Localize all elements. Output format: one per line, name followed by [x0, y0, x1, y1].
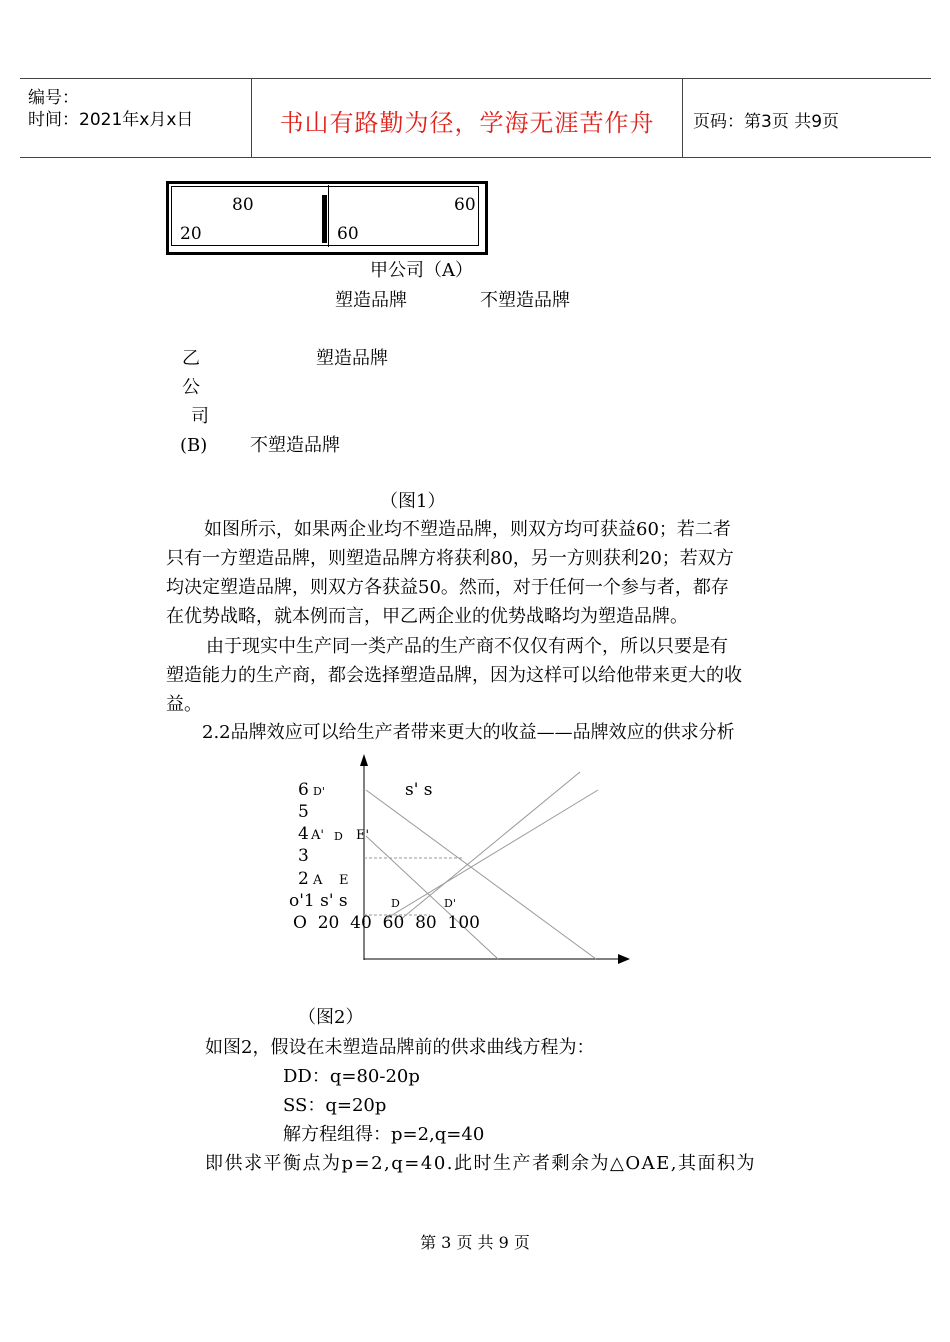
matrix-cell-left-top: 80 — [232, 195, 254, 215]
header-motto-cell — [252, 79, 683, 157]
y-axis-arrow — [360, 754, 368, 766]
fig2-row-2-a: A — [313, 873, 323, 888]
column-no-brand: 不塑造品牌 — [480, 290, 570, 311]
fig2-row-6-num: 6 — [298, 780, 309, 800]
company-b-code: (B) — [180, 435, 208, 456]
paragraph-3: 如图2，假设在未塑造品牌前的供求曲线方程为： — [205, 1037, 595, 1058]
page-header — [20, 78, 931, 158]
company-b-char-1: 乙 — [182, 348, 200, 369]
paragraph-2-line-2: 塑造能力的生产商，都会选择塑造品牌，因为这样可以给他带来更大的收 — [166, 665, 742, 686]
fig2-row-2-e: E — [339, 873, 349, 888]
matrix-cell-left-bottom: 20 — [180, 224, 202, 244]
fig2-d-prime-label: D' — [444, 897, 456, 910]
fig2-x-axis-labels: O 20 40 60 80 100 — [293, 913, 480, 933]
fig2-row-4-d: D — [334, 830, 343, 843]
fig2-row-4-num: 4 — [298, 824, 309, 844]
matrix-cell-right-bottom: 60 — [337, 224, 359, 244]
supply-demand-diagram — [280, 752, 640, 967]
supply-curve-s-prime — [384, 790, 598, 920]
header-motto: 书山有路勤为径，学海无涯苦作舟 — [279, 109, 655, 137]
paragraph-1-line-1: 如图所示，如果两企业均不塑造品牌，则双方均可获益60；若二者 — [204, 519, 731, 540]
paragraph-1 — [166, 515, 786, 631]
row-no-brand: 不塑造品牌 — [250, 435, 340, 456]
section-heading: 2.2品牌效应可以给生产者带来更大的收益——品牌效应的供求分析 — [202, 722, 735, 743]
fig2-row-5: 5 — [298, 802, 309, 822]
paragraph-2-line-1: 由于现实中生产同一类产品的生产商不仅仅有两个，所以只要是有 — [206, 636, 728, 657]
matrix-cell-right-top: 60 — [454, 195, 476, 215]
header-meta — [20, 79, 252, 157]
fig2-row-4-a-prime: A' — [311, 828, 324, 843]
figure-2-caption: （图2） — [298, 1007, 364, 1028]
time-label: 时间：2021年x月x日 — [28, 110, 194, 130]
fig2-d-label: D — [391, 897, 400, 910]
equation-dd: DD：q=80-20p — [283, 1066, 420, 1087]
page-footer: 第 3 页 共 9 页 — [420, 1233, 530, 1252]
fig2-supply-labels-top: s' s — [405, 780, 433, 800]
paragraph-1-line-4: 在优势战略，就本例而言，甲乙两企业的优势战略均为塑造品牌。 — [166, 606, 688, 627]
header-page-number: 页码：第3页 共9页 — [693, 112, 840, 132]
paragraph-2 — [166, 632, 786, 719]
fig2-row-1: o'1 s' s — [289, 891, 348, 911]
demand-curve-d — [366, 836, 498, 959]
x-axis-arrow — [618, 954, 630, 964]
equation-solution: 解方程组得：p=2,q=40 — [283, 1124, 485, 1145]
column-brand: 塑造品牌 — [335, 290, 407, 311]
paragraph-4: 即供求平衡点为p=2,q=40.此时生产者剩余为△OAE,其面积为 — [205, 1153, 756, 1174]
row-brand: 塑造品牌 — [316, 348, 388, 369]
paragraph-2-line-3: 益。 — [166, 694, 202, 715]
company-b-char-3: 司 — [191, 406, 209, 427]
paragraph-1-line-3: 均决定塑造品牌，则双方各获益50。然而，对于任何一个参与者，都存 — [166, 577, 729, 598]
company-b-char-2: 公 — [182, 377, 200, 398]
demand-curve-d-prime — [366, 790, 596, 959]
figure-1-caption: （图1） — [380, 491, 446, 512]
equation-ss: SS：q=20p — [283, 1095, 387, 1116]
company-a-label: 甲公司（A） — [370, 260, 473, 281]
serial-label: 编号： — [28, 88, 79, 108]
matrix-divider — [322, 195, 327, 243]
paragraph-1-line-2: 只有一方塑造品牌，则塑造品牌方将获利80，另一方则获利20；若双方 — [166, 548, 734, 569]
matrix-divider-thin — [328, 185, 329, 247]
fig2-row-6-label: D' — [313, 785, 325, 798]
payoff-matrix — [166, 181, 488, 255]
fig2-row-2-num: 2 — [298, 869, 309, 889]
header-page-cell — [683, 79, 931, 157]
fig2-row-4-e-prime: E' — [356, 828, 370, 843]
fig2-row-3: 3 — [298, 846, 309, 866]
